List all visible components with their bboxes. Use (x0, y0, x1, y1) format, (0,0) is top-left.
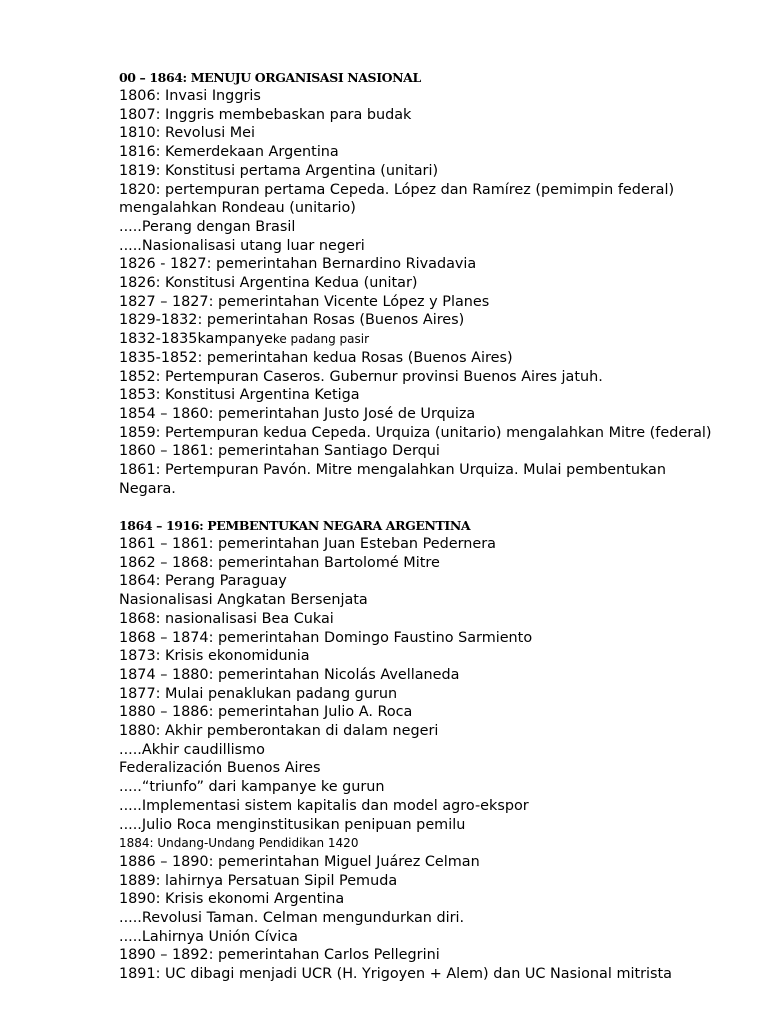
timeline-entry: Federalización Buenos Aires (119, 760, 321, 777)
timeline-entry: 1860 – 1861: pemerintahan Santiago Derqui (119, 443, 440, 460)
section-state-formation (119, 517, 759, 984)
timeline-entry: 1816: Kemerdekaan Argentina (119, 144, 339, 161)
timeline-entry: 1861 – 1861: pemerintahan Juan Esteban Pedernera (119, 536, 496, 552)
timeline-entry: .....Nasionalisasi utang luar negeri (119, 237, 365, 254)
entry-small-text: ke padang pasir (272, 332, 369, 347)
timeline-entry: 1874 – 1880: pemerintahan Nicolás Avellaneda (119, 666, 460, 683)
timeline-entry: 1806: Invasi Inggris (119, 88, 261, 104)
timeline-entry: 1864: Perang Paraguay (119, 573, 287, 590)
timeline-entry-mixed (119, 330, 759, 349)
timeline-entry: .....Revolusi Taman. Celman mengundurkan diri. (119, 910, 465, 927)
timeline-entry: Nasionalisasi Angkatan Bersenjata (119, 592, 368, 609)
timeline-entry: .....Akhir caudillismo (119, 741, 265, 758)
timeline-entry: 1880: Akhir pemberontakan di dalam negeri (119, 723, 439, 740)
timeline-entry: 1835-1852: pemerintahan kedua Rosas (Buenos Aires) (119, 349, 513, 366)
timeline-entry: .....Implementasi sistem kapitalis dan model agro-ekspor (119, 797, 529, 814)
timeline-entry: 1861: Pertempuran Pavón. Mitre mengalahkan Urquiza. Mulai pembentukan (119, 462, 666, 479)
timeline-entry: 1886 – 1890: pemerintahan Miguel Juárez Celman (119, 853, 480, 870)
timeline-entry: 1880 – 1886: pemerintahan Julio A. Roca (119, 704, 413, 721)
timeline-entry: Negara. (119, 480, 176, 497)
timeline-entry: 1891: UC dibagi menjadi UCR (H. Yrigoyen + Alem) dan UC Nasional mitrista (119, 966, 672, 983)
timeline-entry: .....“triunfo” dari kampanye ke gurun (119, 779, 385, 796)
entry-main-text: 1832-1835kampanye (119, 331, 273, 348)
timeline-entry: 1890: Krisis ekonomi Argentina (119, 891, 345, 908)
timeline-entry: 1807: Inggris membebaskan para budak (119, 106, 412, 123)
timeline-entry: 1829-1832: pemerintahan Rosas (Buenos Aires) (119, 312, 465, 329)
section-heading: 00 – 1864: MENUJU ORGANISASI NASIONAL (119, 70, 421, 85)
timeline-entry: 1820: pertempuran pertama Cepeda. López dan Ramírez (pemimpin federal) (119, 181, 675, 198)
timeline-entry: .....Perang dengan Brasil (119, 218, 296, 235)
timeline-entry: 1859: Pertempuran kedua Cepeda. Urquiza (unitario) mengalahkan Mitre (federal) (119, 424, 712, 441)
timeline-entry: 1868 – 1874: pemerintahan Domingo Faustino Sarmiento (119, 629, 533, 646)
timeline-entry: 1852: Pertempuran Caseros. Gubernur provinsi Buenos Aires jatuh. (119, 368, 603, 385)
timeline-entry: .....Julio Roca menginstitusikan penipuan pemilu (119, 816, 466, 833)
timeline-entry: 1819: Konstitusi pertama Argentina (unitari) (119, 162, 439, 179)
timeline-entry-small: 1884: Undang-Undang Pendidikan 1420 (119, 836, 359, 851)
timeline-entry: 1890 – 1892: pemerintahan Carlos Pellegrini (119, 947, 440, 964)
section-heading: 1864 – 1916: PEMBENTUKAN NEGARA ARGENTINA (119, 518, 471, 533)
timeline-entry: 1889: lahirnya Persatuan Sipil Pemuda (119, 872, 398, 889)
timeline-entry: .....Lahirnya Unión Cívica (119, 928, 298, 945)
section-national-organization (119, 69, 759, 498)
timeline-entry: 1854 – 1860: pemerintahan Justo José de Urquiza (119, 405, 476, 422)
timeline-entry: 1862 – 1868: pemerintahan Bartolomé Mitre (119, 554, 440, 571)
timeline-entry: 1810: Revolusi Mei (119, 125, 256, 142)
timeline-entry: 1827 – 1827: pemerintahan Vicente López y Planes (119, 293, 490, 310)
timeline-entry: 1877: Mulai penaklukan padang gurun (119, 685, 398, 702)
timeline-entry: 1826 - 1827: pemerintahan Bernardino Rivadavia (119, 256, 477, 273)
timeline-entry: 1868: nasionalisasi Bea Cukai (119, 610, 334, 627)
timeline-entry: 1826: Konstitusi Argentina Kedua (unitar) (119, 275, 418, 292)
timeline-entry: 1853: Konstitusi Argentina Ketiga (119, 387, 360, 404)
timeline-entry: mengalahkan Rondeau (unitario) (119, 200, 356, 217)
timeline-entry: 1873: Krisis ekonomidunia (119, 648, 310, 665)
